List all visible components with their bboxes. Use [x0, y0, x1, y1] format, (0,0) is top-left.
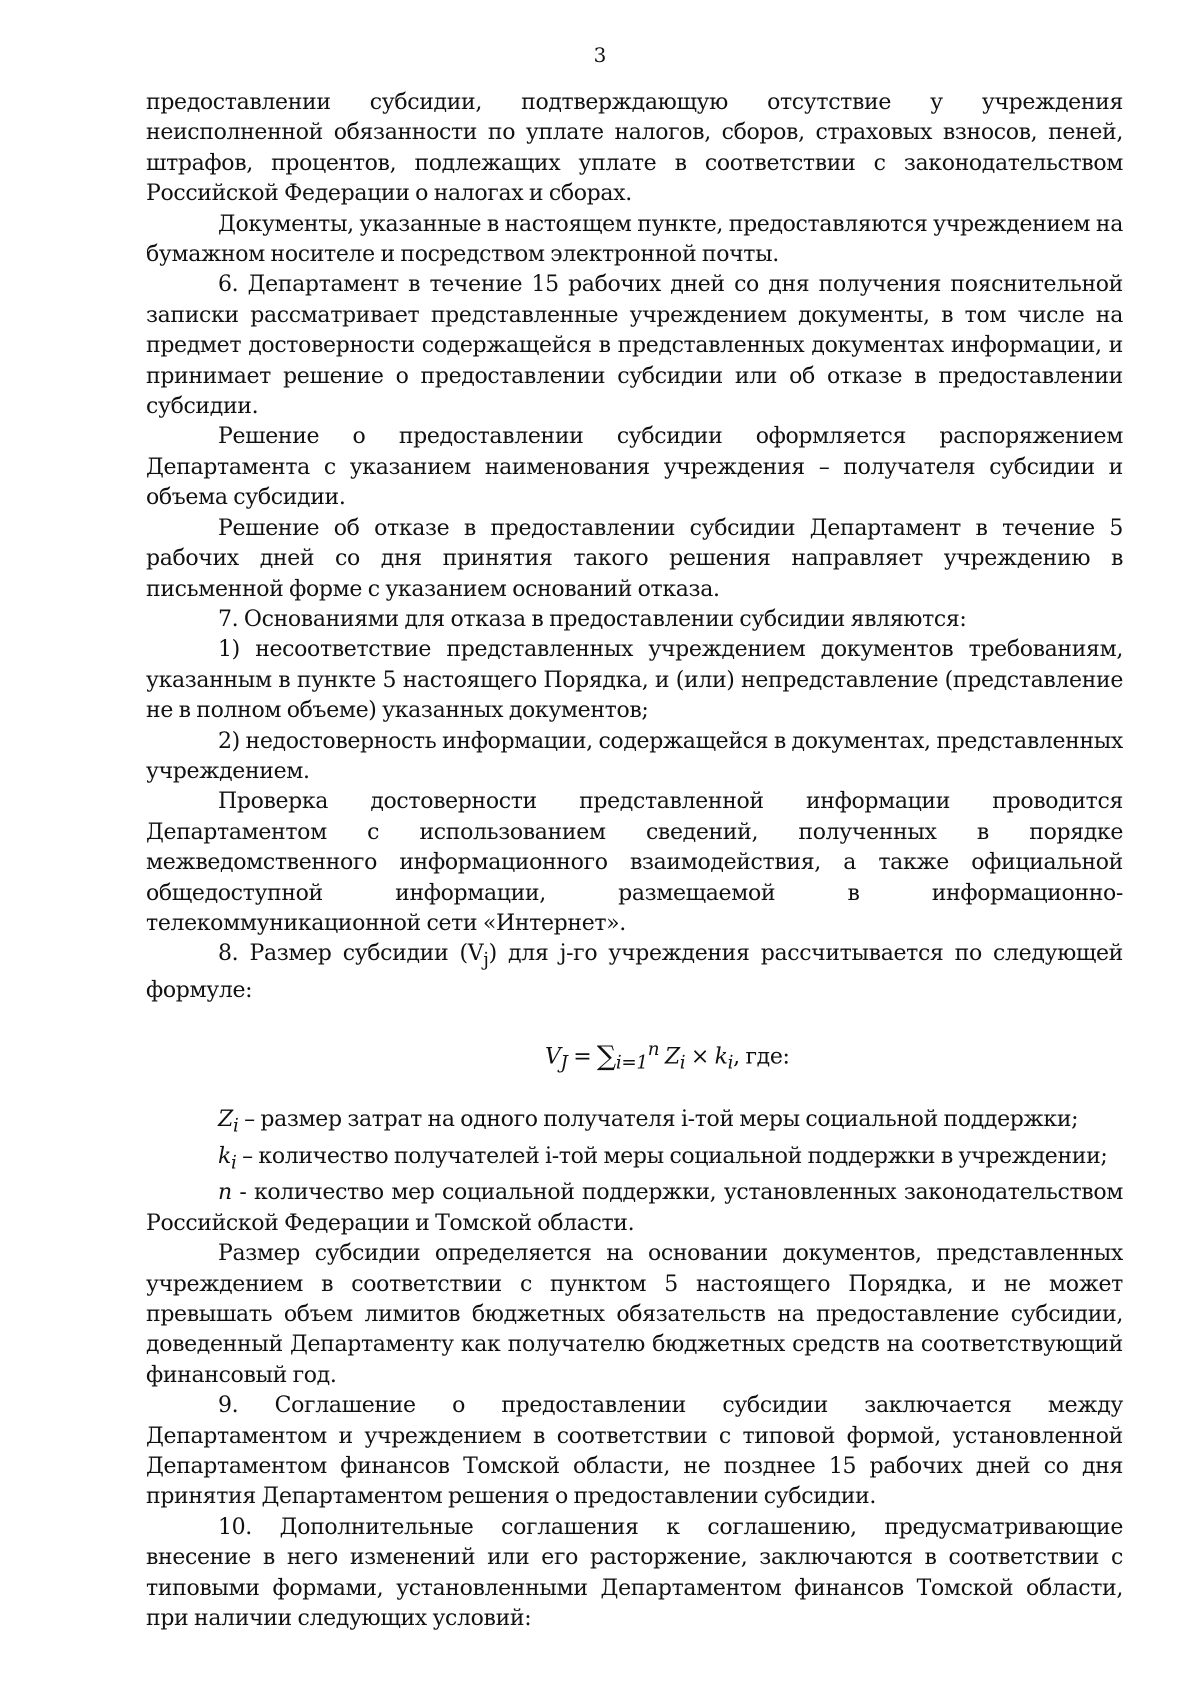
- formula-lhs-sub: J: [560, 1052, 568, 1074]
- definition-n: [146, 1178, 1123, 1239]
- definition-n-text: - количество мер социальной поддержки, установленных законодательством Российской Федерации и Томской области.: [146, 1180, 1123, 1236]
- paragraph-10: [146, 939, 1123, 1006]
- formula-z: Z: [664, 1043, 680, 1069]
- document-body: [146, 88, 1123, 1634]
- definition-z-var: Z: [218, 1106, 233, 1132]
- paragraph-9: Проверка достоверности представленной информации проводится Департаментом с использованием сведений, полученных в порядке межведомственного информационного взаимодействия, а также официальной общедоступной информации, размещаемой в информационно-телекоммуникационной сети «Интернет».: [146, 789, 1123, 936]
- formula-sum-upper: n: [647, 1038, 660, 1060]
- formula-k: k: [714, 1043, 728, 1069]
- formula-lhs: V: [545, 1043, 561, 1069]
- definition-k-var: k: [218, 1143, 231, 1169]
- formula-k-sub: i: [727, 1052, 734, 1074]
- paragraph-2: Документы, указанные в настоящем пункте, предоставляются учреждением на бумажном носителе и посредством электронной почты.: [146, 211, 1123, 268]
- paragraph-10-subscript: j: [483, 949, 489, 971]
- definition-k-sub: i: [230, 1151, 237, 1173]
- formula-suffix: , где:: [733, 1043, 790, 1069]
- paragraph-5: Решение об отказе в предоставлении субсидии Департамент в течение 5 рабочих дней со дня принятия такого решения направляет учреждению в письменной форме с указанием оснований отказа.: [146, 515, 1123, 602]
- paragraph-4: Решение о предоставлении субсидии оформляется распоряжением Департамента с указанием наименования учреждения – получателя субсидии и объема субсидии.: [146, 424, 1123, 511]
- formula-sum-sign: ∑: [596, 1040, 616, 1072]
- definition-n-var: n: [218, 1180, 232, 1206]
- paragraph-11: Размер субсидии определяется на основании документов, представленных учреждением в соответствии с пунктом 5 настоящего Порядка, и не может превышать объем лимитов бюджетных обязательств на предоставление субсидии, доведенный Департаменту как получателю бюджетных средств на соответствующий финансовый год.: [146, 1241, 1123, 1388]
- formula-z-sub: i: [679, 1052, 686, 1074]
- definition-z-sub: i: [232, 1115, 239, 1137]
- definition-z: [146, 1105, 1123, 1142]
- paragraph-1: предоставлении субсидии, подтверждающую отсутствие у учреждения неисполненной обязанности по уплате налогов, сборов, страховых взносов, пеней, штрафов, процентов, подлежащих уплате в соответствии с законодательством Российской Федерации о налогах и сборах.: [146, 90, 1123, 207]
- paragraph-13: 10. Дополнительные соглашения к соглашению, предусматривающие внесение в него изменений или его расторжение, заключаются в соответствии с типовыми формами, установленными Департаментом финансов Томской области, при наличии следующих условий:: [146, 1514, 1123, 1631]
- definition-z-text: – размер затрат на одного получателя i-той меры социальной поддержки;: [238, 1106, 1079, 1132]
- definition-k: [146, 1142, 1123, 1179]
- paragraph-12: 9. Соглашение о предоставлении субсидии заключается между Департаментом и учреждением в соответствии с типовой формой, установленной Департаментом финансов Томской области, не позднее 15 рабочих дней со дня принятия Департаментом решения о предоставлении субсидии.: [146, 1393, 1123, 1510]
- paragraph-6: 7. Основаниями для отказа в предоставлении субсидии являются:: [218, 606, 967, 632]
- paragraph-8: 2) недостоверность информации, содержащейся в документах, представленных учреждением.: [146, 728, 1123, 784]
- subsidy-formula: [146, 1035, 1123, 1079]
- paragraph-10-start: 8. Размер субсидии (V: [218, 941, 484, 967]
- paragraph-7: 1) несоответствие представленных учреждением документов требованиям, указанным в пункте 5 настоящего Порядка, и (или) непредставление (представление не в полном объеме) указанных документов;: [146, 637, 1123, 724]
- definition-k-text: – количество получателей i-той меры социальной поддержки в учреждении;: [236, 1143, 1108, 1169]
- formula-equals: =: [567, 1043, 597, 1069]
- page-number: 3: [593, 43, 607, 67]
- formula-times: ×: [685, 1043, 715, 1069]
- paragraph-10-end: ) для j-го учреждения рассчитывается по следующей формуле:: [146, 941, 1123, 1004]
- formula-sum-lower: i=1: [615, 1052, 648, 1074]
- paragraph-3: 6. Департамент в течение 15 рабочих дней со дня получения пояснительной записки рассматривает представленные учреждением документы, в том числе на предмет достоверности содержащейся в представленных документах информации, и принимает решение о предоставлении субсидии или об отказе в предоставлении субсидии.: [146, 272, 1123, 420]
